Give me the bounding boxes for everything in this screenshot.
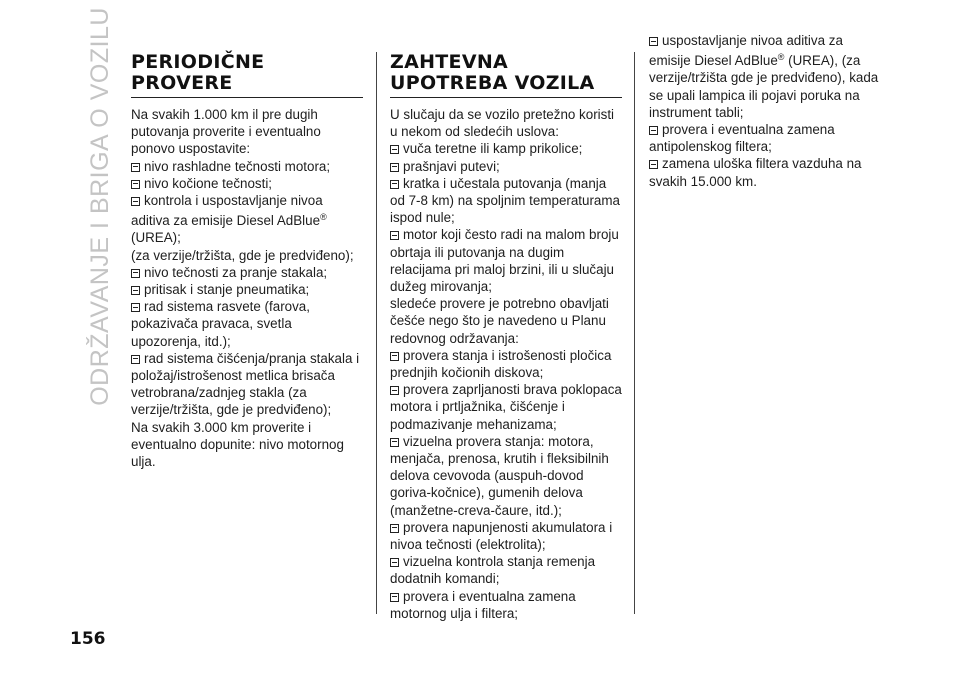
paragraph: Na svakih 1.000 km il pre dugih putovanja proverite i eventualno ponovo uspostavite:	[131, 107, 321, 157]
chapter-side-title	[82, 7, 118, 406]
chapter-title-text: ODRŽAVANJE I BRIGA O VOZILU	[85, 7, 114, 406]
list-item: vizuelna provera stanja: motora, menjača, prenosa, krutih i fleksibilnih delova cevovoda (auspuh-dovod goriva-kočnice), gumenih delova (manžetne-creva-čaure, itd.);	[390, 433, 609, 518]
list-item: vuča teretne ili kamp prikolice;	[390, 140, 622, 157]
paragraph: (za verzije/tržišta, gde je predviđeno);	[131, 247, 354, 263]
bullet-icon	[390, 145, 399, 154]
list-item: motor koji često radi na malom broju obrtaja ili putovanja na dugim relacijama pri maloj brzini, ili u slučaju dužeg mirovanja;	[390, 227, 619, 295]
page-number: 156	[70, 629, 106, 649]
column-demanding-use	[390, 52, 622, 622]
bullet-icon	[131, 303, 140, 312]
list-item: provera i eventualna zamena antipolenskog filtera;	[649, 122, 835, 155]
bullet-icon	[131, 163, 140, 172]
bullet-icon	[649, 37, 658, 46]
list-item: zamena uloška filtera vazduha na svakih 15.000 km.	[649, 156, 862, 189]
bullet-icon	[649, 126, 658, 135]
bullet-icon	[390, 593, 399, 602]
column-continued-list	[649, 32, 881, 190]
bullet-icon	[390, 163, 399, 172]
bullet-icon	[390, 352, 399, 361]
list-item: provera napunjenosti akumulatora i nivoa tečnosti (elektrolita);	[390, 519, 613, 553]
list-item: uspostavljanje nivoa aditiva za emisije Diesel AdBlue® (UREA), (za verzije/tržišta gde je predviđeno), kada se upali lampica ili pojavi poruka na instrument tabli;	[649, 33, 879, 120]
list-item: kontrola i uspostavljanje nivoa aditiva za emisije Diesel AdBlue® (UREA);	[131, 193, 327, 246]
section-heading-demanding-use: ZAHTEVNA UPOTREBA VOZILA	[390, 52, 622, 98]
bullet-icon	[131, 180, 140, 189]
bullet-icon	[131, 269, 140, 278]
list-item: provera i eventualna zamena motornog ulja i filtera;	[390, 588, 576, 621]
list-item: vizuelna kontrola stanja remenja dodatnih komandi;	[390, 554, 596, 587]
paragraph: U slučaju da se vozilo pretežno koristi u nekom od sledećih uslova:	[390, 107, 615, 140]
bullet-icon	[131, 286, 140, 295]
column-periodic-checks	[131, 52, 363, 470]
paragraph: Na svakih 3.000 km proverite i eventualno dopunite: nivo motornog ulja.	[131, 419, 344, 470]
list-item: pritisak i stanje pneumatika;	[131, 281, 363, 298]
bullet-icon	[649, 160, 658, 169]
paragraph: sledeće provere je potrebno obavljati češće nego što je navedeno u Planu redovnog održavanja:	[390, 296, 609, 346]
list-item: kratka i učestala putovanja (manja od 7-8 km) na spoljnim temperaturama ispod nule;	[390, 175, 620, 226]
list-item: rad sistema rasvete (farova, pokazivača pravaca, svetla upozorenja, itd.);	[131, 299, 310, 349]
list-item: nivo kočione tečnosti;	[131, 175, 363, 192]
list-item: nivo tečnosti za pranje stakala;	[131, 264, 363, 281]
list-item: provera zaprljanosti brava poklopaca motora i prtljažnika, čišćenje i podmazivanje mehanizama;	[390, 382, 622, 432]
bullet-icon	[390, 231, 399, 240]
list-item: rad sistema čišćenja/pranja stakala i položaj/istrošenost metlica brisača vetrobrana/zadnjeg stakla (za verzije/tržišta, gde je predviđeno);	[131, 350, 360, 418]
bullet-icon	[390, 438, 399, 447]
bullet-icon	[390, 558, 399, 567]
list-item: provera stanja i istrošenosti pločica prednjih kočionih diskova;	[390, 347, 612, 381]
bullet-icon	[390, 386, 399, 395]
column-divider	[634, 52, 635, 614]
list-item: nivo rashladne tečnosti motora;	[131, 158, 363, 175]
section-heading-periodic-checks: PERIODIČNE PROVERE	[131, 52, 363, 98]
column-divider	[376, 52, 377, 614]
list-item: prašnjavi putevi;	[390, 158, 622, 175]
bullet-icon	[390, 524, 399, 533]
bullet-icon	[390, 180, 399, 189]
bullet-icon	[131, 355, 140, 364]
bullet-icon	[131, 197, 140, 206]
